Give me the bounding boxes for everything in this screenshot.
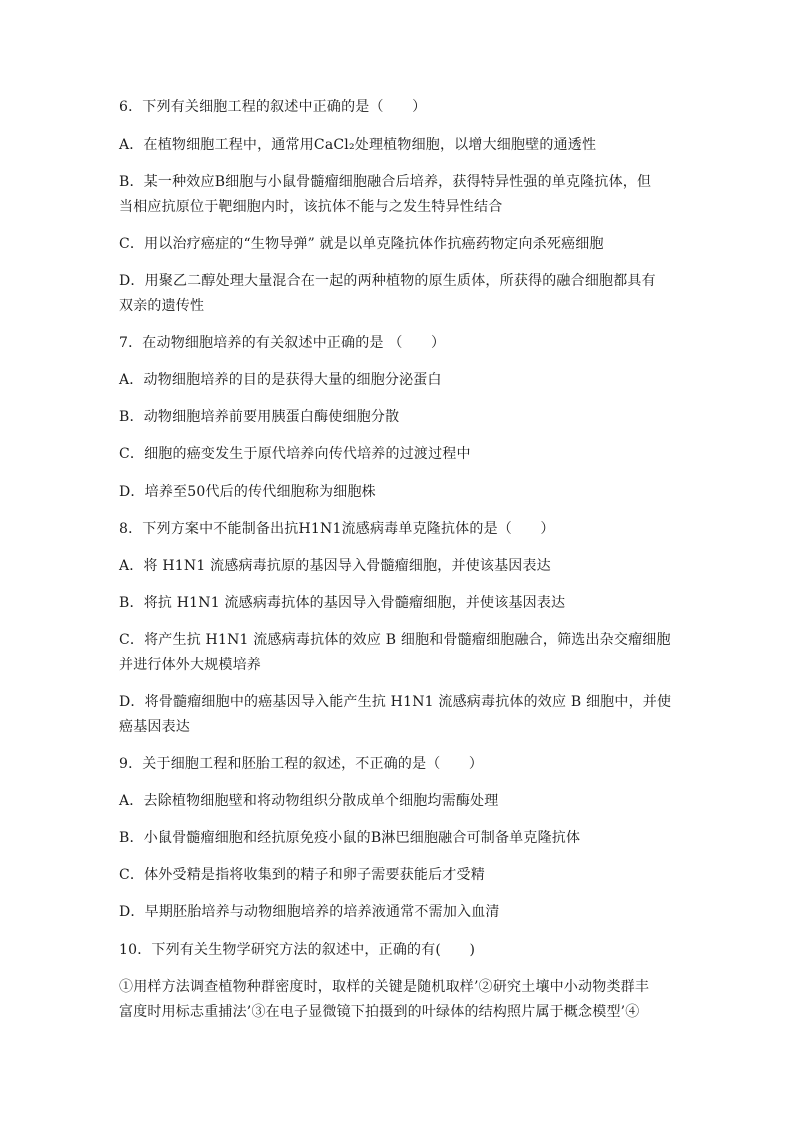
question-7-option-c: C．细胞的癌变发生于原代培养向传代培养的过渡过程中 [119, 446, 471, 462]
question-9-option-a: A．去除植物细胞壁和将动物组织分散成单个细胞均需酶处理 [119, 793, 499, 809]
question-8-stem: 8．下列方案中不能制备出抗H1N1流感病毒单克隆抗体的是（ ） [119, 521, 555, 537]
question-9-stem: 9．关于细胞工程和胚胎工程的叙述，不正确的是（ ） [119, 756, 484, 772]
question-6-option-b-line-1: B．某一种效应B细胞与小鼠骨髓瘤细胞融合后培养，获得特异性强的单克隆抗体，但 [119, 174, 652, 190]
question-7-stem: 7．在动物细胞培养的有关叙述中正确的是 （ ） [119, 335, 446, 351]
question-6-option-c: C．用以治疗癌症的“生物导弹” 就是以单克隆抗体作抗癌药物定向杀死癌细胞 [119, 236, 604, 252]
question-7-option-b: B．动物细胞培养前要用胰蛋白酶使细胞分散 [119, 409, 400, 425]
question-10-body-line-2: 富度时用标志重捕法’③在电子显微镜下拍摄到的叶绿体的结构照片属于概念模型’④ [119, 1004, 640, 1020]
question-9-option-d: D．早期胚胎培养与动物细胞培养的培养液通常不需加入血清 [119, 904, 500, 920]
question-8-option-b: B．将抗 H1N1 流感病毒抗体的基因导入骨髓瘤细胞，并使该基因表达 [119, 595, 566, 611]
question-7-option-d: D．培养至50代后的传代细胞称为细胞株 [119, 484, 376, 500]
question-8-option-a: A．将 H1N1 流感病毒抗原的基因导入骨髓瘤细胞，并使该基因表达 [119, 558, 551, 574]
question-8-option-d-line-2: 癌基因表达 [119, 719, 190, 735]
question-10-stem: 10．下列有关生物学研究方法的叙述中，正确的有( ) [119, 942, 476, 958]
question-10-body-line-1: ①用样方法调查植物种群密度时，取样的关键是随机取样’②研究土壤中小动物类群丰 [119, 979, 650, 995]
question-6-stem: 6．下列有关细胞工程的叙述中正确的是（ ） [119, 99, 427, 115]
question-6-option-d-line-1: D．用聚乙二醇处理大量混合在一起的两种植物的原生质体，所获得的融合细胞都具有 [119, 273, 656, 289]
question-6-option-d-line-2: 双亲的遗传性 [119, 298, 205, 314]
question-9-option-c: C．体外受精是指将收集到的精子和卵子需要获能后才受精 [119, 867, 485, 883]
question-8-option-c-line-1: C．将产生抗 H1N1 流感病毒抗体的效应 B 细胞和骨髓瘤细胞融合，筛选出杂交瘤细胞 [119, 632, 671, 648]
question-8-option-c-line-2: 并进行体外大规模培养 [119, 657, 261, 673]
question-6-option-b-line-2: 当相应抗原位于靶细胞内时，该抗体不能与之发生特异性结合 [119, 199, 503, 215]
question-7-option-a: A．动物细胞培养的目的是获得大量的细胞分泌蛋白 [119, 372, 442, 388]
question-8-option-d-line-1: D．将骨髓瘤细胞中的癌基因导入能产生抗 H1N1 流感病毒抗体的效应 B 细胞中，并使 [119, 694, 672, 710]
question-9-option-b: B．小鼠骨髓瘤细胞和经抗原免疫小鼠的B淋巴细胞融合可制备单克隆抗体 [119, 830, 581, 846]
question-6-option-a: A．在植物细胞工程中，通常用CaCl₂处理植物细胞，以增大细胞壁的通透性 [119, 137, 597, 153]
